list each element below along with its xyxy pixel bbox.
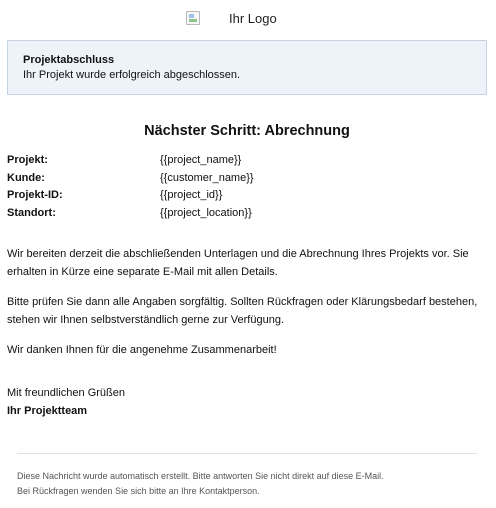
detail-label: Projekt-ID: [7,189,63,202]
detail-value: {{customer_name}} [160,171,254,184]
closing [7,385,125,420]
footer-line: Bei Rückfragen wenden Sie sich bitte an Ihre Kontaktperson. [17,485,260,496]
signature: Ihr Projektteam [7,404,88,417]
project-details [7,151,487,222]
closing-greeting: Mit freundlichen Grüßen [7,387,125,399]
notice-title: Projektabschluss [23,54,115,66]
footer-divider [17,453,477,454]
detail-value: {{project_location}} [160,206,252,219]
detail-value: {{project_name}} [160,153,242,166]
footer [17,469,487,498]
footer-line: Diese Nachricht wurde automatisch erstellt. Bitte antworten Sie nicht direkt auf diese E-Mail. [17,471,384,481]
section-heading: Nächster Schritt: Abrechnung [144,123,350,139]
body-paragraph: Wir bereiten derzeit die abschließenden Unterlagen und die Abrechnung Ihres Projekts vor. Sie erhalten in Kürze eine separate E-Mail mit allen Details. [7,248,469,278]
notice-text: Ihr Projekt wurde erfolgreich abgeschlossen. [23,69,241,81]
detail-row-project-id [7,186,487,204]
body-paragraph: Wir danken Ihnen für die angenehme Zusammenarbeit! [7,344,277,356]
detail-row-customer [7,169,487,187]
logo-alt-text: Ihr Logo [229,10,277,26]
detail-value: {{project_id}} [160,189,223,202]
body-paragraph: Bitte prüfen Sie dann alle Angaben sorgfältig. Sollten Rückfragen oder Klärungsbedarf bestehen, stehen wir Ihnen selbstverständlich gerne zur Verfügung. [7,296,478,326]
detail-label: Projekt: [7,153,48,166]
notice-box [7,40,487,95]
detail-label: Kunde: [7,171,45,184]
detail-label: Standort: [7,206,56,219]
detail-row-project [7,151,487,169]
detail-row-location [7,204,487,222]
broken-image-icon [186,11,200,25]
logo [186,9,277,27]
